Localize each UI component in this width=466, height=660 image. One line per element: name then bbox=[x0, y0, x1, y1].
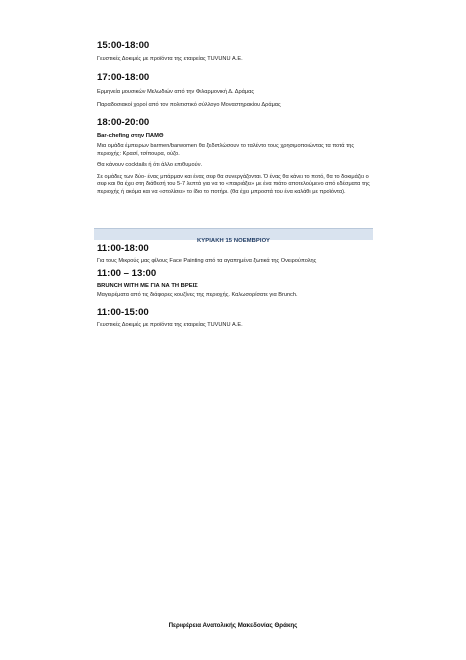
event-line: Μαγειρέματα από τις διάφορες κουζίνες της περιοχής. Καλωσορίσατε για Brunch. bbox=[97, 292, 298, 298]
schedule-block-5 bbox=[97, 268, 372, 300]
event-line: Γευστικές Δοκιμές με προϊόντα της εταιρείας TUVUNU Α.Ε. bbox=[97, 56, 243, 62]
time-heading: 11:00-15:00 bbox=[97, 307, 149, 318]
event-paragraph: Θα κάνουν cocktails ή ότι άλλο επιθυμούν. bbox=[97, 162, 203, 168]
event-subtitle: Bar-chefing στην ΠΑΜΘ bbox=[97, 133, 164, 139]
event-paragraph: Μια ομάδα έμπειρων barmen/barwomen θα ξεδιπλώσουν το ταλέντο τους χρησιμοποιώντας τα ποτά της περιοχής: Κρασί, τσίπουρα, ούζο. bbox=[97, 143, 355, 157]
schedule-block-4 bbox=[97, 243, 372, 266]
event-paragraph: Σε ομάδες των δύο- ένας μπάρμαν και ένας σεφ θα συνεργάζονται. Ό ένας θα κάνει το ποτό, θα το δοκιμάζει ο σεφ και θα έχει στη διάθεσή του 5-7 λεπτά για να το «παιριάξει» με ένα πιάτο αποτελούμενο από εδέσματα της περιοχής ή ακόμα και να «στολίσει» το ίδιο το ποτήρι. (θα έχει μπροστά του ένα καλάθι με προϊόντα). bbox=[97, 173, 370, 195]
time-heading: 18:00-20:00 bbox=[97, 117, 150, 128]
schedule-block-2 bbox=[97, 72, 372, 109]
time-heading: 15:00-18:00 bbox=[97, 40, 150, 51]
event-subtitle: BRUNCH WITH ΜΕ ΓΙΑ ΝΑ ΤΗ ΒΡΕΙΣ bbox=[97, 283, 198, 289]
page-footer: Περιφέρεια Ανατολικής Μακεδονίας Θράκης bbox=[168, 622, 298, 629]
time-heading: 17:00-18:00 bbox=[97, 72, 150, 83]
schedule-block-6 bbox=[97, 307, 372, 330]
day-banner bbox=[94, 228, 373, 244]
schedule-block-3 bbox=[97, 117, 372, 196]
day-banner-label: ΚΥΡΙΑΚΗ 15 ΝΟΕΜΒΡΙΟΥ bbox=[196, 238, 271, 244]
event-line: Ερμηνεία μουσικών Μελωδιών από την Φιλαρμονική Δ. Δράμας bbox=[97, 89, 255, 95]
event-line: Γευστικές Δοκιμές με προϊόντα της εταιρείας TUVUNU Α.Ε. bbox=[97, 322, 243, 328]
event-line: Για τους Μικρούς μας φίλους Face Painting από τα αγαπημένα ξωτικά της Ονειρούπολης bbox=[97, 258, 317, 264]
time-heading: 11:00 – 13:00 bbox=[97, 268, 157, 279]
event-line: Παραδοσιακοί χοροί από τον πολιτιστικό σύλλογο Μοναστηρακίου Δράμας bbox=[97, 101, 281, 108]
time-heading: 11:00-18:00 bbox=[97, 243, 149, 254]
schedule-block-1 bbox=[97, 40, 372, 64]
